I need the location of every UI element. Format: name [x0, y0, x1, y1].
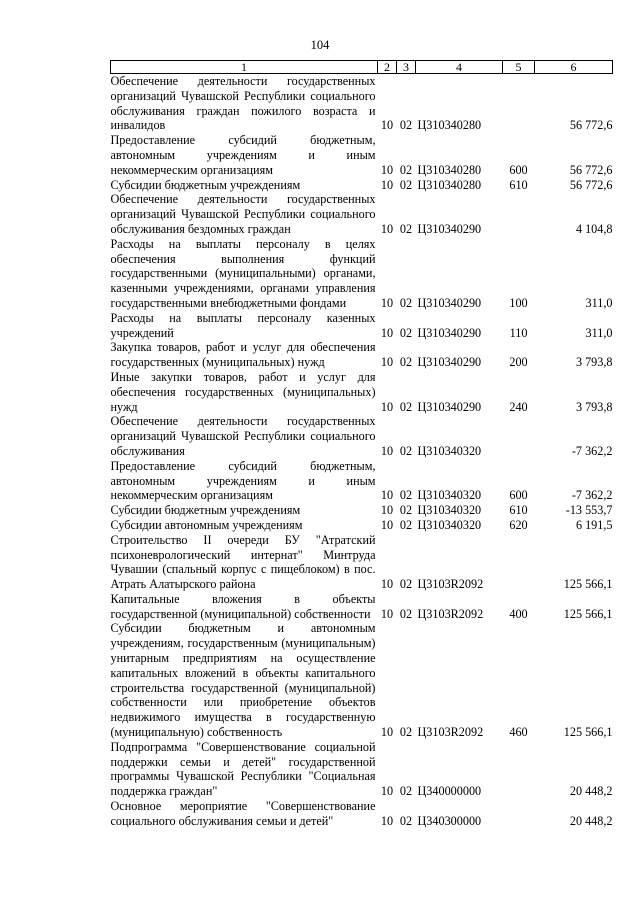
- header-col-vr: 5: [503, 61, 535, 74]
- row-amount: 125 566,1: [563, 606, 613, 621]
- row-amount: 20 448,2: [569, 784, 613, 799]
- row-amount: -13 553,7: [565, 503, 613, 518]
- row-expense-type: 610: [509, 177, 528, 192]
- row-amount: 311,0: [585, 325, 613, 340]
- row-name: Субсидии бюджетным и автономным учреждениям, государственным (муниципальным) унитарным предприятиям на осуществление капитальных вложений в объекты капитального строительства государственной (муниципальной) собственности или приобретение объектов недвижимого имущества в государственную (муниципальную) собственность: [110, 621, 376, 740]
- row-amount: 311,0: [585, 295, 613, 310]
- row-amount: 56 772,6: [569, 162, 613, 177]
- row-section: 10: [380, 443, 394, 458]
- table-row: [111, 459, 613, 503]
- table-header: [111, 61, 613, 74]
- row-amount: 56 772,6: [569, 118, 613, 133]
- row-name: Обеспечение деятельности государственных организаций Чувашской Республики социального обслуживания: [110, 414, 376, 458]
- row-section: 10: [380, 162, 394, 177]
- row-name: Капитальные вложения в объекты государственной (муниципальной) собственности: [110, 591, 376, 621]
- row-amount: 6 191,5: [575, 517, 613, 532]
- row-subsection: 02: [399, 355, 413, 370]
- table-row: [111, 592, 613, 622]
- header-col-section: 2: [378, 61, 397, 74]
- table-body: [111, 74, 613, 829]
- row-amount: 20 448,2: [569, 813, 613, 828]
- row-name: Субсидии автономным учреждениям: [110, 517, 303, 532]
- row-section: 10: [380, 606, 394, 621]
- row-section: 10: [380, 503, 394, 518]
- row-expense-type: 610: [509, 503, 528, 518]
- header-col-name: 1: [111, 61, 378, 74]
- row-expense-type: 240: [509, 399, 528, 414]
- header-col-csr: 4: [416, 61, 503, 74]
- row-expense-type: [503, 192, 535, 236]
- row-csr: Ц310340320: [417, 517, 482, 532]
- row-csr: Ц310340290: [417, 399, 482, 414]
- row-section: 10: [380, 813, 394, 828]
- row-csr: Ц310340280: [417, 162, 482, 177]
- row-subsection: 02: [399, 162, 413, 177]
- row-name: Субсидии бюджетным учреждениям: [110, 177, 301, 192]
- header-col-subsection: 3: [397, 61, 416, 74]
- row-csr: Ц310340320: [417, 488, 482, 503]
- row-amount: 3 793,8: [575, 355, 613, 370]
- table-row: [111, 74, 613, 134]
- row-section: 10: [380, 221, 394, 236]
- row-csr: Ц340300000: [417, 813, 482, 828]
- row-subsection: 02: [399, 517, 413, 532]
- row-section: 10: [380, 488, 394, 503]
- table-row: [111, 518, 613, 533]
- table-row: [111, 192, 613, 236]
- row-csr: Ц310340290: [417, 221, 482, 236]
- row-subsection: 02: [399, 813, 413, 828]
- row-expense-type: 100: [509, 295, 528, 310]
- row-section: 10: [380, 577, 394, 592]
- row-csr: Ц340000000: [417, 784, 482, 799]
- table-row: [111, 414, 613, 458]
- row-csr: Ц3103R2092: [417, 725, 484, 740]
- row-name: Расходы на выплаты персоналу в целях обеспечения выполнения функций государственными (муниципальными) органами, казенными учреждениями, органами управления государственными внебюджетными фондами: [110, 236, 376, 310]
- row-amount: 125 566,1: [563, 577, 613, 592]
- row-subsection: 02: [399, 488, 413, 503]
- row-expense-type: 110: [509, 325, 528, 340]
- row-name: Подпрограмма "Совершенствование социальной поддержки семьи и детей" государственной программы Чувашской Республики "Социальная поддержка граждан": [110, 739, 376, 799]
- table-row: [111, 621, 613, 739]
- row-subsection: 02: [399, 784, 413, 799]
- row-name: Субсидии бюджетным учреждениям: [110, 503, 301, 518]
- row-name: Иные закупки товаров, работ и услуг для обеспечения государственных (муниципальных) нужд: [110, 369, 376, 414]
- row-section: 10: [380, 399, 394, 414]
- row-csr: Ц310340290: [417, 355, 482, 370]
- row-subsection: 02: [399, 325, 413, 340]
- row-name: Основное мероприятие "Совершенствование социального обслуживания семьи и детей": [110, 799, 376, 828]
- row-expense-type: [503, 533, 535, 592]
- row-section: 10: [380, 118, 394, 133]
- row-section: 10: [380, 355, 394, 370]
- row-name: Предоставление субсидий бюджетным, автономным учреждениям и иным некоммерческим организациям: [110, 133, 376, 177]
- table-row: [111, 237, 613, 311]
- header-row: [111, 61, 613, 74]
- row-subsection: 02: [399, 118, 413, 133]
- row-name: Обеспечение деятельности государственных организаций Чувашской Республики социального обслуживания граждан пожилого возраста и инвалидов: [110, 74, 376, 133]
- row-expense-type: 460: [509, 725, 528, 740]
- row-subsection: 02: [399, 295, 413, 310]
- row-amount: 56 772,6: [569, 177, 613, 192]
- row-subsection: 02: [399, 443, 413, 458]
- row-name: Расходы на выплаты персоналу казенных учреждений: [110, 310, 376, 340]
- row-amount: -7 362,2: [571, 443, 613, 458]
- row-name: Предоставление субсидий бюджетным, автономным учреждениям и иным некоммерческим организациям: [110, 458, 376, 503]
- budget-table: [110, 60, 613, 829]
- table-row: [111, 133, 613, 177]
- table-row: [111, 340, 613, 370]
- row-subsection: 02: [399, 177, 413, 192]
- row-csr: Ц3103R2092: [417, 606, 484, 621]
- row-name: Закупка товаров, работ и услуг для обеспечения государственных (муниципальных) нужд: [110, 340, 376, 370]
- row-csr: Ц310340280: [417, 177, 482, 192]
- row-amount: 4 104,8: [575, 221, 613, 236]
- row-name: Обеспечение деятельности государственных организаций Чувашской Республики социального обслуживания бездомных граждан: [110, 192, 376, 236]
- row-csr: Ц3103R2092: [417, 577, 484, 592]
- row-name: Строительство II очереди БУ "Атратский психоневрологический интернат" Минтруда Чувашии (спальный корпус с пищеблоком) в пос. Атрать Алатырского района: [110, 532, 376, 592]
- header-col-amount: 6: [535, 61, 613, 74]
- row-csr: Ц310340280: [417, 118, 482, 133]
- row-section: 10: [380, 295, 394, 310]
- row-section: 10: [380, 517, 394, 532]
- row-amount: -7 362,2: [571, 488, 613, 503]
- row-expense-type: [503, 799, 535, 829]
- row-subsection: 02: [399, 221, 413, 236]
- row-subsection: 02: [399, 503, 413, 518]
- table-row: [111, 178, 613, 193]
- row-subsection: 02: [399, 399, 413, 414]
- table-row: [111, 370, 613, 414]
- row-subsection: 02: [399, 725, 413, 740]
- table-row: [111, 799, 613, 829]
- page-number: 104: [310, 38, 330, 52]
- table-row: [111, 740, 613, 799]
- row-expense-type: 200: [509, 355, 528, 370]
- row-csr: Ц310340320: [417, 503, 482, 518]
- row-expense-type: [503, 414, 535, 458]
- row-csr: Ц310340290: [417, 325, 482, 340]
- table-row: [111, 503, 613, 518]
- row-csr: Ц310340320: [417, 443, 482, 458]
- row-subsection: 02: [399, 577, 413, 592]
- row-amount: 3 793,8: [575, 399, 613, 414]
- row-section: 10: [380, 177, 394, 192]
- row-expense-type: [503, 740, 535, 799]
- row-expense-type: [503, 74, 535, 134]
- row-section: 10: [380, 784, 394, 799]
- table-row: [111, 311, 613, 341]
- row-section: 10: [380, 725, 394, 740]
- row-expense-type: 400: [509, 606, 528, 621]
- row-amount: 125 566,1: [563, 725, 613, 740]
- row-expense-type: 620: [509, 517, 528, 532]
- row-section: 10: [380, 325, 394, 340]
- row-expense-type: 600: [509, 488, 528, 503]
- row-expense-type: 600: [509, 162, 528, 177]
- row-subsection: 02: [399, 606, 413, 621]
- table-row: [111, 533, 613, 592]
- row-csr: Ц310340290: [417, 295, 482, 310]
